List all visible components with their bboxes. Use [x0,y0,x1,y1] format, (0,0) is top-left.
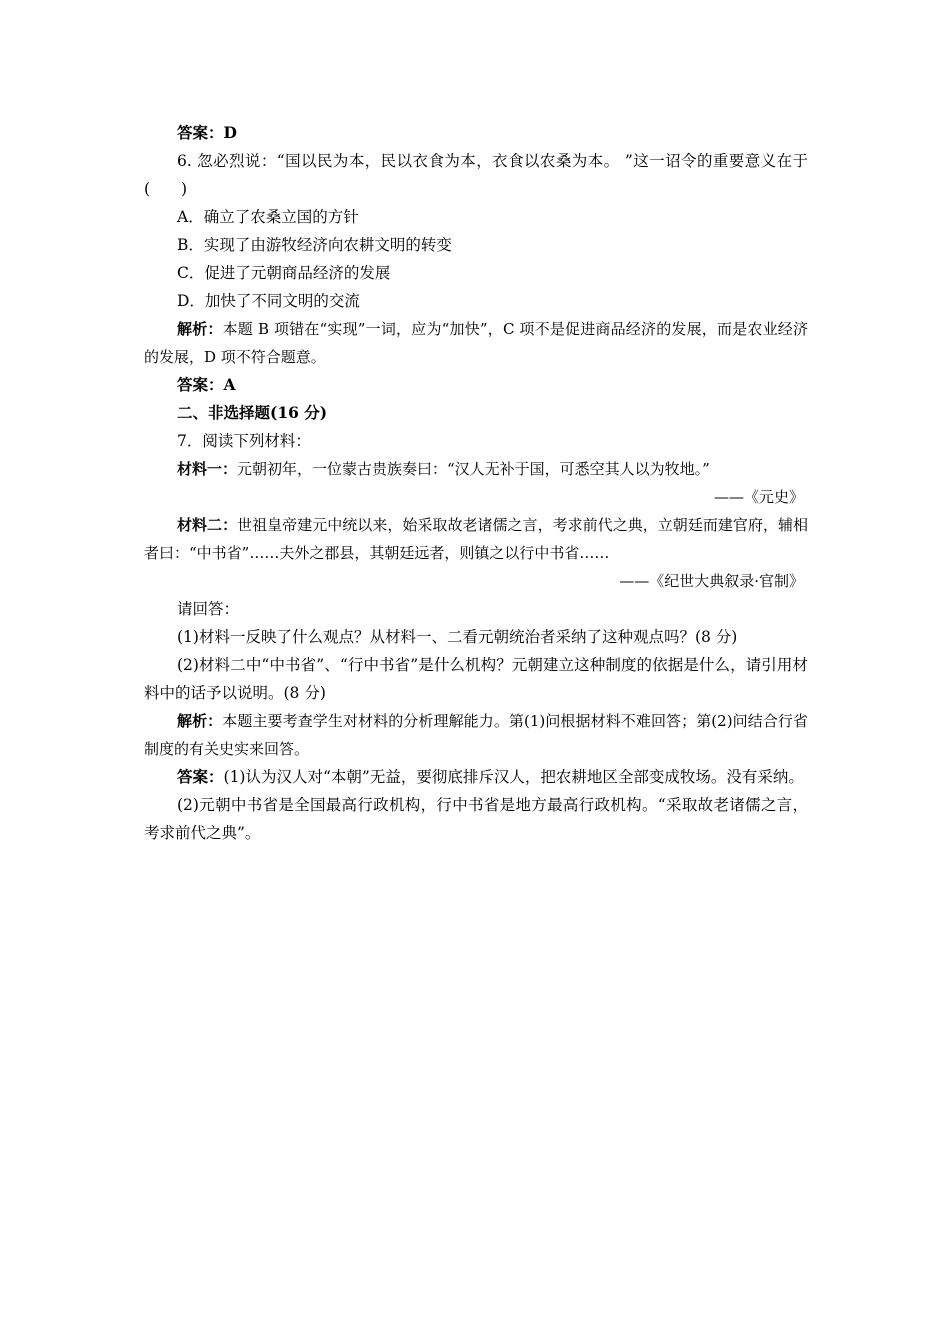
q6-stem: 6. 忽必烈说：“国以民为本，民以衣食为本，衣食以农桑为本。 ”这一诏令的重要意义在于( ) [144,152,808,198]
answer-value: D [223,123,237,142]
q7-sub-question-1: (1)材料一反映了什么观点？从材料一、二看元朝统治者采纳了这种观点吗？(8 分) [177,628,738,646]
q6-option-c: C．促进了元朝商品经济的发展 [177,264,391,282]
answer-label: 答案： [177,375,224,394]
q7-material-1-source: ——《元史》 [713,488,804,506]
q7-answer-1 [144,763,808,791]
analysis-label: 解析： [177,320,223,338]
section-title: 二、非选择题(16 分) [177,403,328,422]
answer-value: A [223,375,236,394]
q6-answer [144,371,808,399]
material-text: 元朝初年，一位蒙古贵族奏曰：“汉人无补于国，可悉空其人以为牧地。” [237,460,710,478]
q7-analysis [144,707,808,763]
analysis-text: 本题 B 项错在“实现”一词，应为“加快”，C 项不是促进商品经济的发展，而是农业经济的发展，D 项不符合题意。 [144,320,808,366]
material-text: 世祖皇帝建元中统以来，始采取故老诸儒之言，考求前代之典，立朝廷而建官府，辅相者曰：“中书省”……夫外之郡县，其朝廷远者，则镇之以行中书省…… [144,516,808,562]
answer-text: (1)认为汉人对“本朝”无益，要彻底排斥汉人，把农耕地区全部变成牧场。没有采纳。 [223,768,804,786]
q7-material-2-source: ——《纪世大典叙录·官制》 [619,572,804,590]
document-page [144,119,808,847]
material-label: 材料一： [177,460,238,478]
answer-label: 答案： [177,767,224,786]
q7-prompt: 请回答： [177,600,240,618]
q7-answer-2: (2)元朝中书省是全国最高行政机构，行中书省是地方最高行政机构。“采取故老诸儒之言，考求前代之典”。 [144,796,808,842]
q6-option-b: B．实现了由游牧经济向农耕文明的转变 [177,236,452,254]
q7-stem: 7．阅读下列材料： [177,432,311,450]
q7-material-2 [144,511,808,567]
q6-option-a: A．确立了农桑立国的方针 [177,208,359,226]
q7-material-1 [144,455,808,483]
q6-option-d: D．加快了不同文明的交流 [177,292,360,310]
answer-label: 答案： [177,123,224,142]
q5-answer [144,119,808,147]
analysis-text: 本题主要考查学生对材料的分析理解能力。第(1)问根据材料不难回答；第(2)问结合行省制度的有关史实来回答。 [144,712,808,758]
analysis-label: 解析： [177,712,223,730]
q7-sub-question-2: (2)材料二中“中书省”、“行中书省”是什么机构？元朝建立这种制度的依据是什么，请引用材料中的话予以说明。(8 分) [144,656,808,702]
material-label: 材料二： [177,516,238,534]
q6-analysis [144,315,808,371]
